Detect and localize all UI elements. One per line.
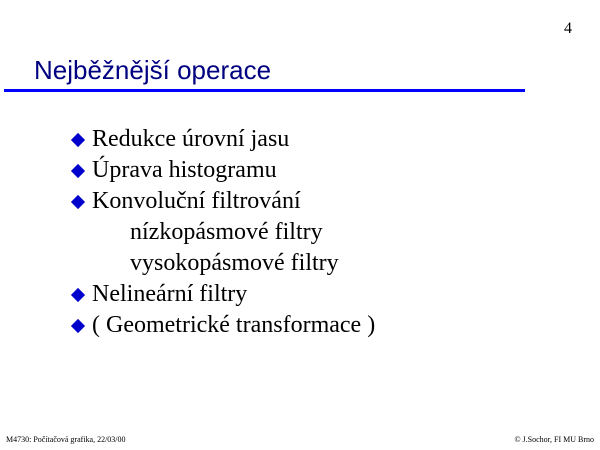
- bullet-item: [70, 155, 375, 186]
- footer-copyright: © J.Sochor, FI MU Brno: [514, 435, 594, 444]
- bullet-item: [70, 310, 375, 341]
- diamond-bullet-icon: [71, 133, 85, 147]
- bullet-text: Úprava histogramu: [92, 157, 277, 183]
- diamond-bullet-icon: [71, 288, 85, 302]
- bullet-text: Nelineární filtry: [92, 281, 248, 307]
- bullet-item: [70, 186, 375, 217]
- slide-title: Nejběžnější operace: [34, 55, 272, 85]
- bullet-item: [70, 124, 375, 155]
- bullet-list: [70, 124, 375, 341]
- title-underline: [4, 89, 525, 92]
- bullet-text: Konvoluční filtrování: [92, 188, 301, 214]
- page-number: 4: [564, 20, 572, 37]
- bullet-text: Redukce úrovní jasu: [92, 126, 290, 152]
- sub-bullet-text: vysokopásmové filtry: [130, 250, 339, 276]
- diamond-bullet-icon: [71, 195, 85, 209]
- diamond-bullet-icon: [71, 164, 85, 178]
- footer-course-info: M4730: Počítačová grafika, 22/03/00: [6, 435, 126, 444]
- sub-bullet-item: [70, 248, 375, 279]
- sub-bullet-item: [70, 217, 375, 248]
- bullet-item: [70, 279, 375, 310]
- bullet-text: ( Geometrické transformace ): [92, 312, 376, 338]
- diamond-bullet-icon: [71, 319, 85, 333]
- sub-bullet-text: nízkopásmové filtry: [130, 219, 323, 245]
